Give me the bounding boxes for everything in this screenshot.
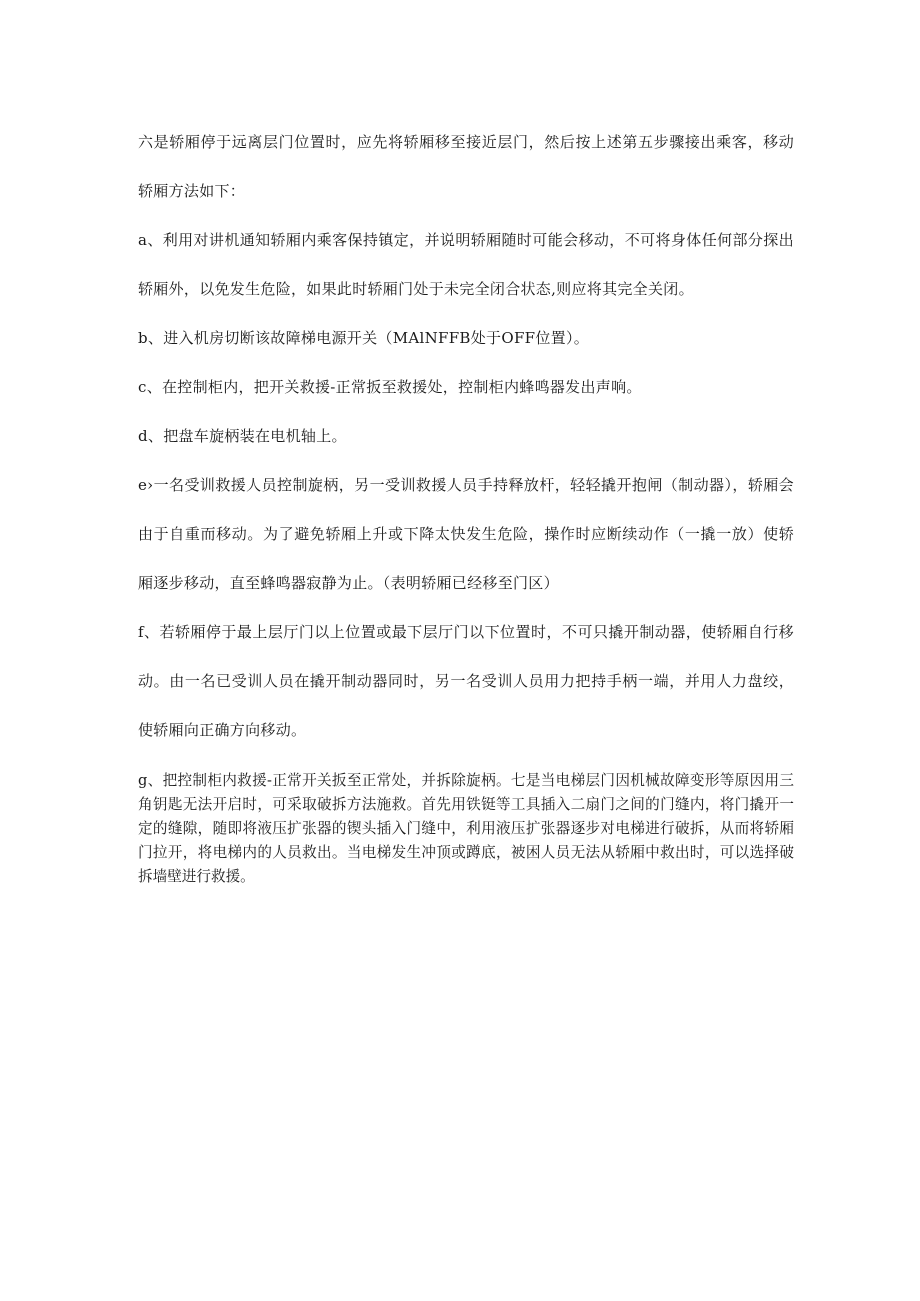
paragraph-step-b: b、进入机房切断该故障梯电源开关（MAlNFFB处于OFF位置）。 xyxy=(138,329,590,347)
paragraph-step-c: c、在控制柜内，把开关救援-正常扳至救援处，控制柜内蜂鸣器发出声响。 xyxy=(138,378,642,396)
paragraph-step-six: 六是轿厢停于远离层门位置时，应先将轿厢移至接近层门，然后按上述第五步骤接出乘客，移动轿厢方法如下： xyxy=(138,133,794,200)
paragraph-step-g: g、把控制柜内救援-正常开关扳至正常处，并拆除旋柄。七是当电梯层门因机械故障变形等原因用三角钥匙无法开启时，可采取破拆方法施救。首先用铁铤等工具插入二扇门之间的门缝内，将门撬开一定的缝隙，随即将液压扩张器的锲头插入门缝中，利用液压扩张器逐步对电梯进行破拆，从而将轿厢门拉开，将电梯内的人员救出。当电梯发生冲顶或蹲底，被困人员无法从轿厢中救出时，可以选择破拆墙壁进行救援。 xyxy=(138,772,794,885)
document-body xyxy=(138,118,794,889)
paragraph-step-d: d、把盘车旋柄装在电机轴上。 xyxy=(138,427,347,445)
paragraph-step-e: e›一名受训救援人员控制旋柄，另一受训救援人员手持释放杆，轻轻撬开抱闸（制动器），轿厢会由于自重而移动。为了避免轿厢上升或下降太快发生危险，操作时应断续动作（一撬一放）使轿厢逐步移动，直至蜂鸣器寂静为止。（表明轿厢已经移至门区） xyxy=(138,476,794,592)
paragraph-step-f: f、若轿厢停于最上层厅门以上位置或最下层厅门以下位置时，不可只撬开制动器，使轿厢自行移动。由一名已受训人员在撬开制动器同时，另一名受训人员用力把持手柄一端，并用人力盘绞，使轿厢向正确方向移动。 xyxy=(138,623,794,739)
paragraph-step-a: a、利用对讲机通知轿厢内乘客保持镇定，并说明轿厢随时可能会移动，不可将身体任何部分探出轿厢外，以免发生危险，如果此时轿厢门处于未完全闭合状态,则应将其完全关闭。 xyxy=(138,231,794,298)
